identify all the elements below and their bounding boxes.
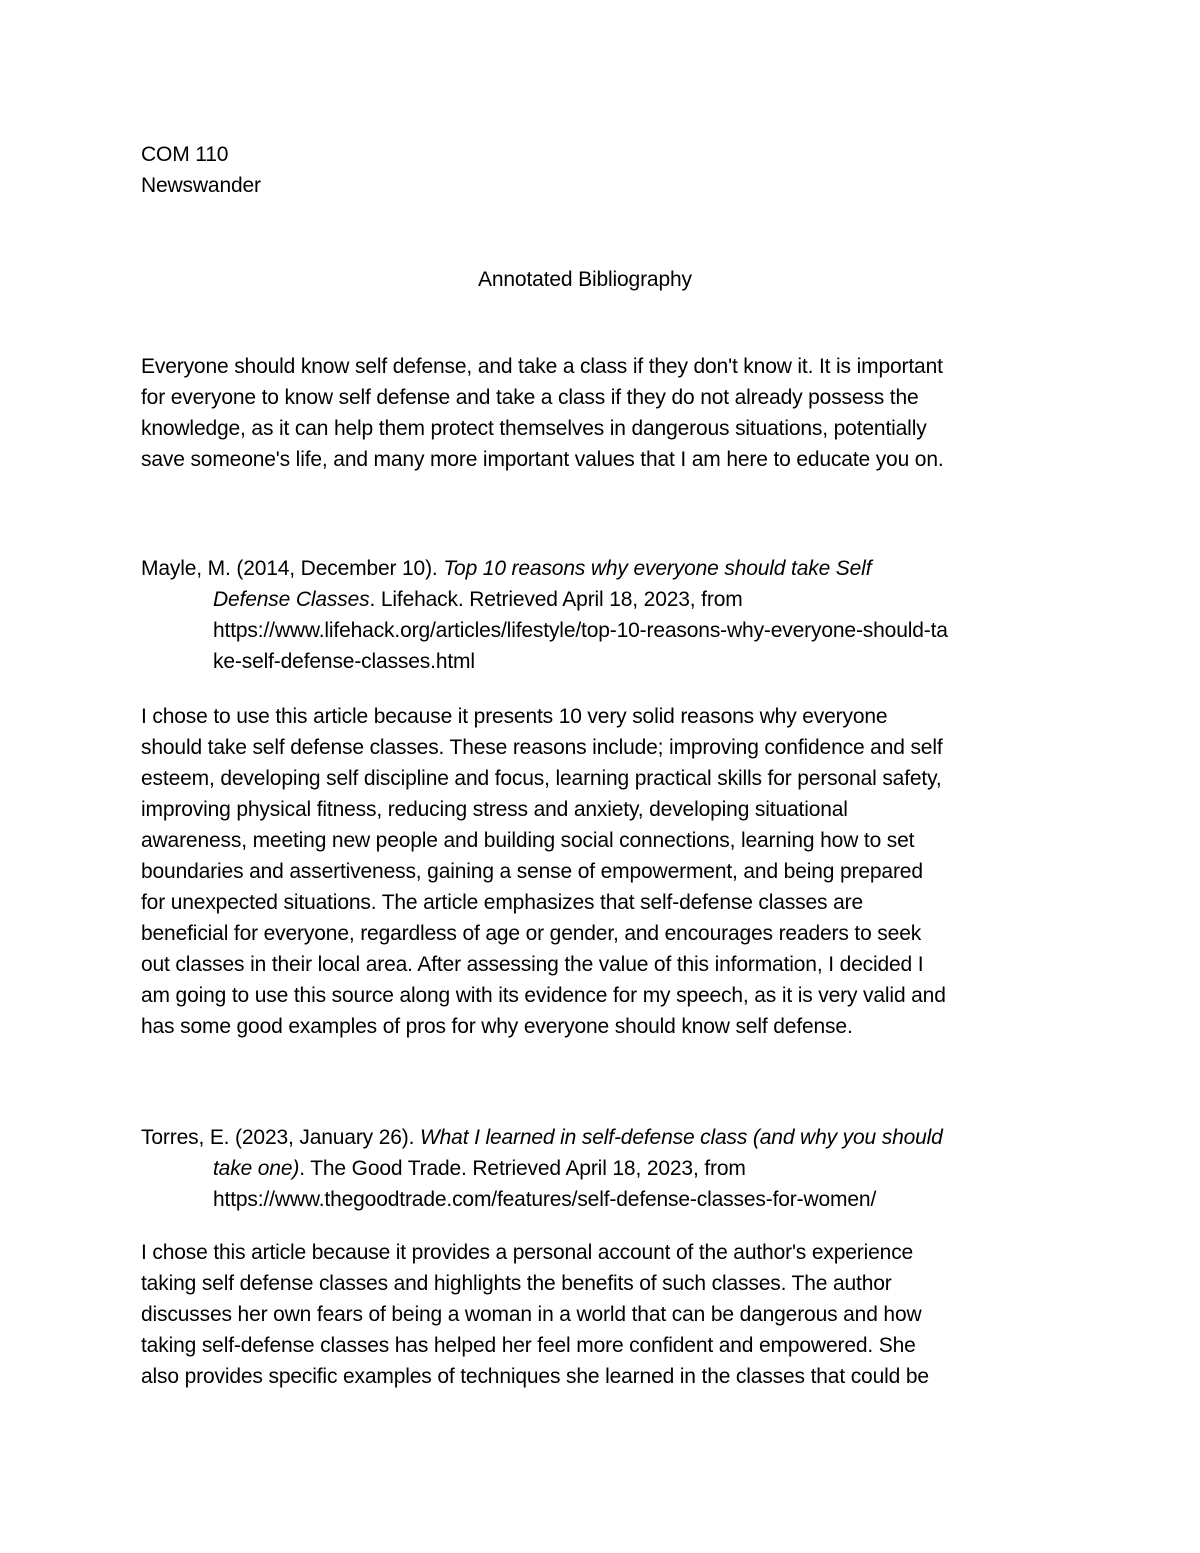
thesis-line: for everyone to know self defense and take a class if they do not already possess the [141,386,919,409]
annotation-line: I chose to use this article because it presents 10 very solid reasons why everyone [141,705,888,728]
annotation-line: should take self defense classes. These reasons include; improving confidence and self [141,736,943,759]
annotation-line: for unexpected situations. The article emphasizes that self-defense classes are [141,891,863,914]
annotation-line: esteem, developing self discipline and focus, learning practical skills for personal safety, [141,767,942,790]
annotation-line: also provides specific examples of techniques she learned in the classes that could be [141,1365,929,1388]
annotation-line: awareness, meeting new people and building social connections, learning how to set [141,829,915,852]
instructor-name: Newswander [141,174,261,197]
page-title: Annotated Bibliography [478,268,692,291]
annotation-line: I chose this article because it provides a personal account of the author's experience [141,1241,914,1264]
annotation-line: discusses her own fears of being a woman in a world that can be dangerous and how [141,1303,922,1326]
course-name: COM 110 [141,143,229,166]
annotation-line: taking self defense classes and highlights the benefits of such classes. The author [141,1272,892,1295]
citation-author-date: Torres, E. (2023, January 26). [141,1126,420,1149]
annotation-line: beneficial for everyone, regardless of age or gender, and encourages readers to seek [141,922,922,945]
citation-author-date: Mayle, M. (2014, December 10). [141,557,444,580]
citation-line [141,556,871,582]
citation-source: . Lifehack. Retrieved April 18, 2023, from [369,588,743,611]
citation-title: What I learned in self-defense class (and why you should [419,1126,943,1149]
citation-url[interactable]: https://www.thegoodtrade.com/features/self-defense-classes-for-women/ [213,1188,877,1211]
thesis-line: Everyone should know self defense, and take a class if they don't know it. It is important [141,355,943,378]
annotation-line: taking self-defense classes has helped her feel more confident and empowered. She [141,1334,916,1357]
citation-line [213,1156,746,1182]
citation-url[interactable]: https://www.lifehack.org/articles/lifestyle/top-10-reasons-why-everyone-should-ta [213,619,948,642]
citation-title: Top 10 reasons why everyone should take Self [443,557,872,580]
thesis-line: save someone's life, and many more important values that I am here to educate you on. [141,448,944,471]
citation-title: take one) [213,1157,300,1180]
annotation-line: has some good examples of pros for why everyone should know self defense. [141,1015,853,1038]
citation-url[interactable]: ke-self-defense-classes.html [213,650,475,673]
citation-line [141,1125,943,1151]
annotation-line: boundaries and assertiveness, gaining a sense of empowerment, and being prepared [141,860,923,883]
citation-source: . The Good Trade. Retrieved April 18, 2023, from [299,1157,746,1180]
citation-title: Defense Classes [213,588,370,611]
annotation-line: out classes in their local area. After assessing the value of this information, I decided I [141,953,924,976]
citation-line [213,587,743,613]
annotation-line: improving physical fitness, reducing stress and anxiety, developing situational [141,798,848,821]
thesis-line: knowledge, as it can help them protect themselves in dangerous situations, potentially [141,417,927,440]
annotation-line: am going to use this source along with its evidence for my speech, as it is very valid and [141,984,946,1007]
